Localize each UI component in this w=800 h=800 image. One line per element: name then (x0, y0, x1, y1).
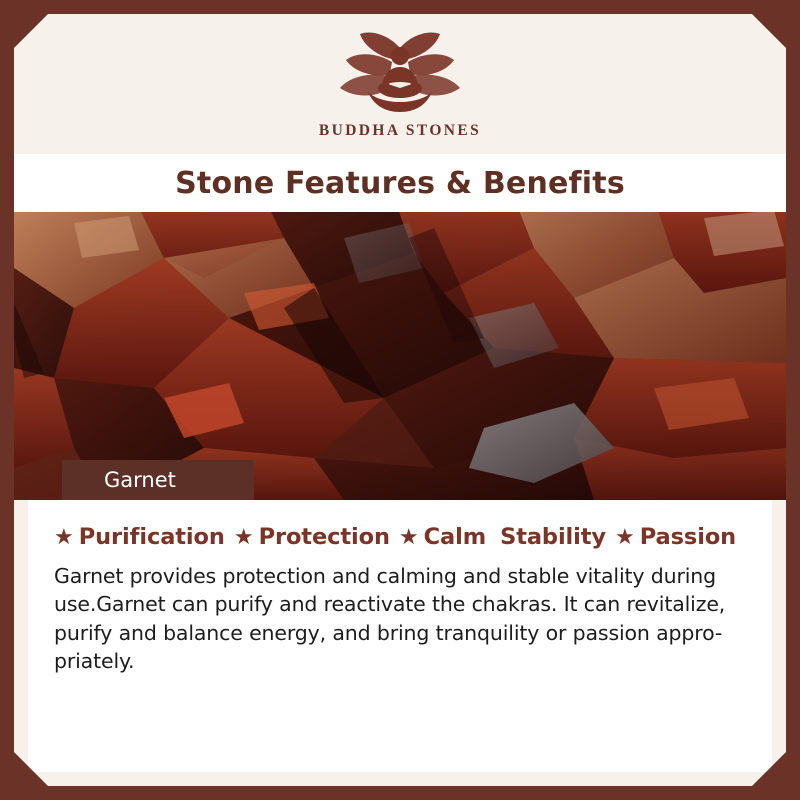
benefit-label: Stability (500, 524, 607, 550)
benefit-label: Passion (639, 524, 737, 550)
brand-name: BUDDHA STONES (318, 122, 482, 139)
star-icon: ★ (398, 524, 419, 549)
page-title: Stone Features & Benefits (175, 165, 625, 201)
benefit-label: Purification (78, 524, 225, 550)
star-icon: ★ (54, 524, 74, 549)
corner-decoration-top-right (738, 0, 800, 62)
corner-decoration-top-left (0, 0, 62, 62)
corner-decoration-bottom-left (0, 738, 62, 800)
garnet-crystal-illustration (14, 198, 786, 500)
benefit-item (495, 524, 606, 550)
benefits-list (54, 524, 746, 550)
brand-block (14, 22, 786, 140)
benefit-label: Protection (258, 524, 390, 550)
benefit-item (399, 524, 486, 550)
poster-panel (14, 14, 786, 786)
corner-decoration-bottom-right (738, 738, 800, 800)
benefit-item (54, 524, 225, 550)
benefit-label: Calm (423, 524, 487, 550)
description-text: Garnet provides protection and calming and stable vitality during use.Garnet can purify and reactivate the chakras. It can revitalize, purify and balance energy, and bring tranquility or passion appro-priately. (54, 564, 726, 673)
content-card (28, 500, 772, 772)
star-icon: ★ (233, 524, 254, 549)
benefit-item (615, 524, 736, 550)
star-icon: ★ (615, 524, 635, 549)
title-band (14, 154, 786, 212)
stone-name-tab (62, 460, 254, 500)
hero-image (14, 198, 786, 500)
benefit-item (234, 524, 390, 550)
stone-name: Garnet (104, 468, 176, 492)
lotus-meditation-figure-icon (330, 22, 470, 120)
